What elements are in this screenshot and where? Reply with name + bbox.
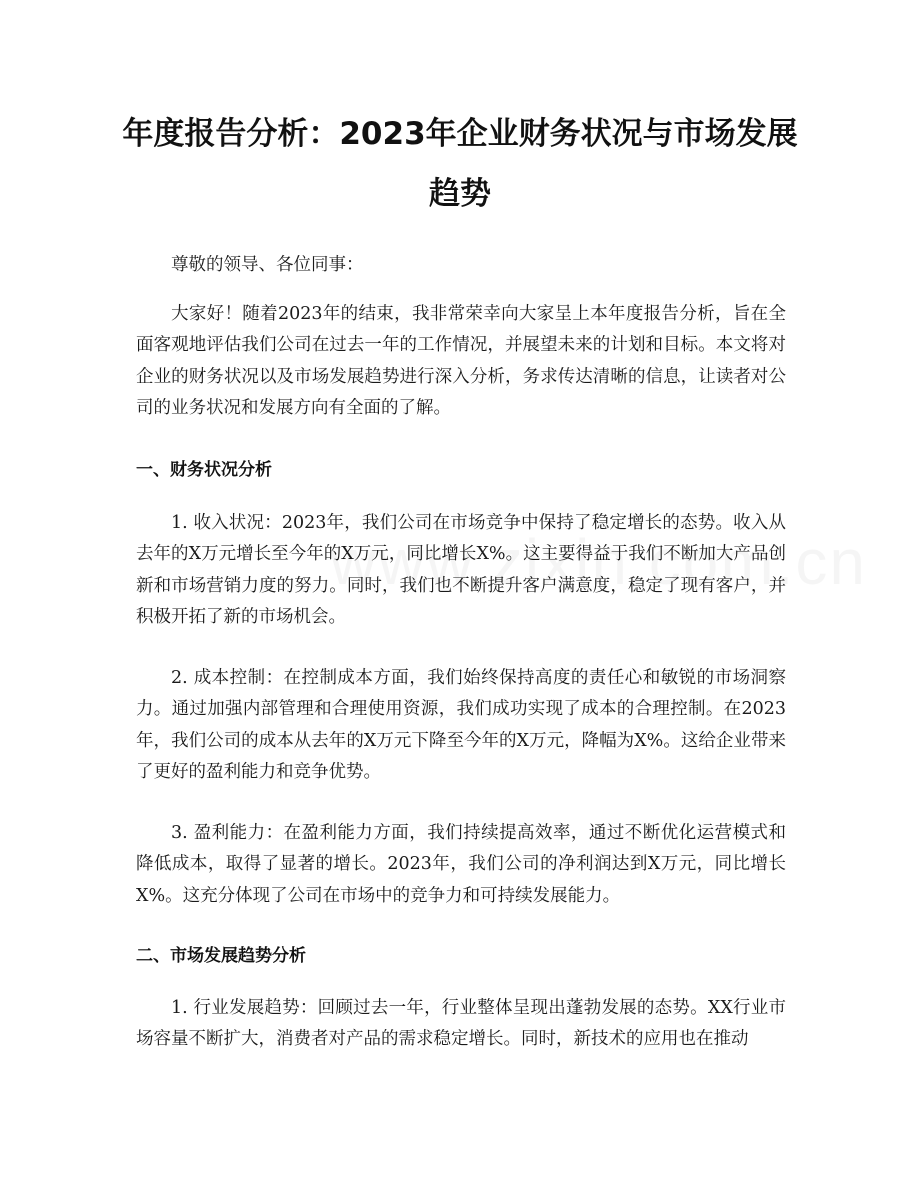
document-body (136, 250, 786, 281)
intro-paragraph: 大家好！随着2023年的结束，我非常荣幸向大家呈上本年度报告分析，旨在全面客观地评估我们公司在过去一年的工作情况，并展望未来的计划和目标。本文将对企业的财务状况以及市场发展趋势进行深入分析，务求传达清晰的信息，让读者对公司的业务状况和发展方向有全面的了解。 (136, 304, 786, 418)
section-heading: 二、市场发展趋势分析 (136, 946, 306, 966)
section-paragraph: 1. 收入状况：2023年，我们公司在市场竞争中保持了稳定增长的态势。收入从去年的X万元增长至今年的X万元，同比增长X%。这主要得益于我们不断加大产品创新和市场营销力度的努力。同时，我们也不断提升客户满意度，稳定了现有客户，并积极开拓了新的市场机会。 (136, 513, 786, 627)
section-2-heading-block (136, 941, 786, 971)
greeting: 尊敬的领导、各位同事： (171, 255, 364, 275)
document-title: 年度报告分析：2023年企业财务状况与市场发展趋势 (122, 116, 798, 212)
section-1-item-1-block (136, 508, 786, 633)
section-paragraph: 2. 成本控制：在控制成本方面，我们始终保持高度的责任心和敏锐的市场洞察力。通过加强内部管理和合理使用资源，我们成功实现了成本的合理控制。在2023年，我们公司的成本从去年的X万元下降至今年的X万元，降幅为X%。这给企业带来了更好的盈利能力和竞争优势。 (136, 668, 786, 782)
section-heading: 一、财务状况分析 (136, 460, 272, 480)
section-1-item-3-block (136, 818, 786, 912)
section-1-heading-block (136, 455, 786, 485)
section-paragraph: 3. 盈利能力：在盈利能力方面，我们持续提高效率，通过不断优化运营模式和降低成本，取得了显著的增长。2023年，我们公司的净利润达到X万元，同比增长X%。这充分体现了公司在市场中的竞争力和可持续发展能力。 (136, 823, 786, 906)
section-1-item-2-block (136, 663, 786, 788)
intro-block (136, 299, 786, 424)
section-2-item-1-block (136, 993, 786, 1056)
section-paragraph: 1. 行业发展趋势：回顾过去一年，行业整体呈现出蓬勃发展的态势。XX行业市场容量不断扩大，消费者对产品的需求稳定增长。同时，新技术的应用也在推动 (136, 998, 786, 1050)
